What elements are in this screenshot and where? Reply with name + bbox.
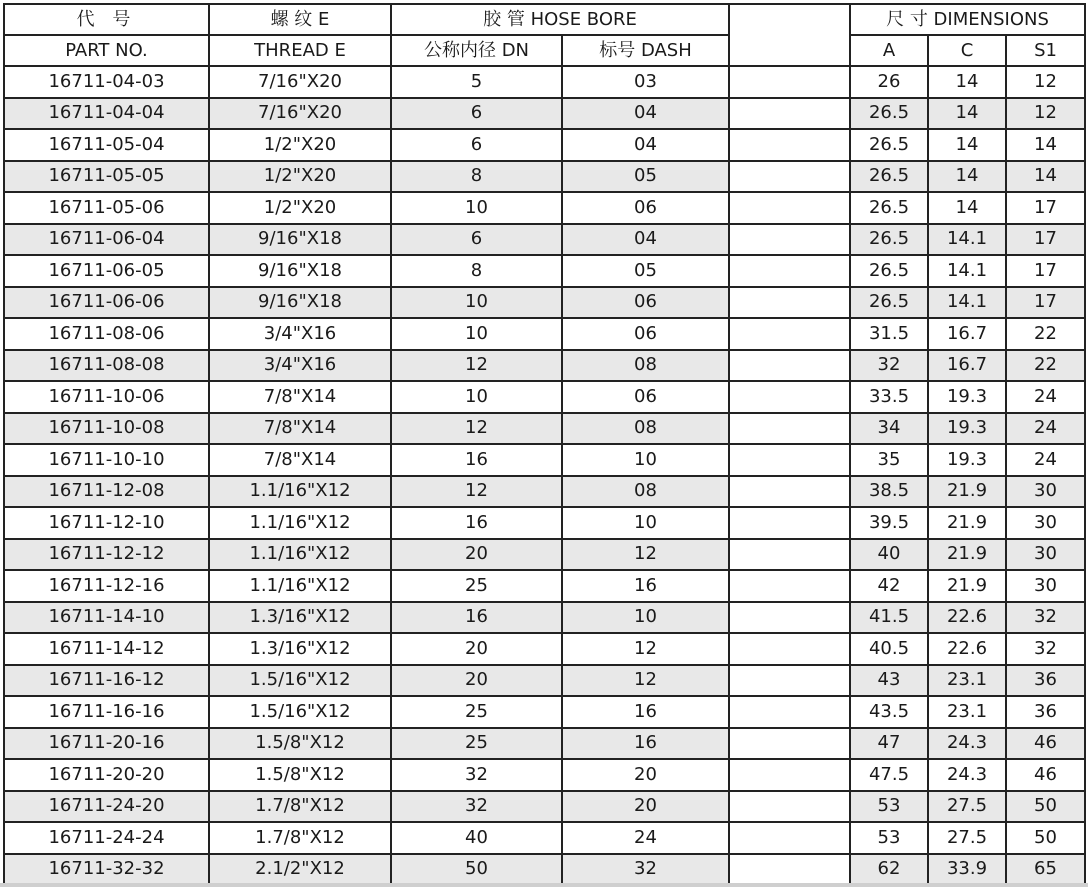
dash-cell: 10 <box>562 507 729 539</box>
thread-cell: 7/16"X20 <box>209 66 391 98</box>
dim-s1-cell: 65 <box>1006 854 1085 886</box>
dn-cell: 20 <box>391 665 562 697</box>
dim-s1-cell: 46 <box>1006 759 1085 791</box>
dn-cell: 10 <box>391 287 562 319</box>
dim-a-cell: 47 <box>850 728 928 760</box>
dash-cell: 24 <box>562 822 729 854</box>
header-row-1 <box>4 4 1085 35</box>
dash-cell: 16 <box>562 696 729 728</box>
dim-c-cell: 21.9 <box>928 507 1006 539</box>
part-no-cell: 16711-20-20 <box>4 759 209 791</box>
dim-c-cell: 14.1 <box>928 224 1006 256</box>
dim-s1-cell: 36 <box>1006 696 1085 728</box>
dn-cell: 8 <box>391 161 562 193</box>
thread-cell: 1.5/16"X12 <box>209 665 391 697</box>
blank-cell <box>729 602 850 634</box>
dim-a-cell: 53 <box>850 791 928 823</box>
table-header <box>4 4 1085 66</box>
dn-cell: 20 <box>391 539 562 571</box>
table-row <box>4 350 1085 382</box>
table-body <box>4 66 1085 885</box>
table-row <box>4 602 1085 634</box>
blank-cell <box>729 476 850 508</box>
dn-cell: 25 <box>391 570 562 602</box>
dash-cell: 10 <box>562 444 729 476</box>
dim-c-cell: 27.5 <box>928 822 1006 854</box>
dash-cell: 06 <box>562 318 729 350</box>
blank-cell <box>729 696 850 728</box>
table-row <box>4 759 1085 791</box>
blank-cell <box>729 759 850 791</box>
part-no-header-en: PART NO. <box>4 35 209 66</box>
thread-cell: 1/2"X20 <box>209 129 391 161</box>
dim-s1-cell: 36 <box>1006 665 1085 697</box>
blank-cell <box>729 539 850 571</box>
dim-s1-cell: 12 <box>1006 66 1085 98</box>
dash-cell: 04 <box>562 98 729 130</box>
thread-cell: 1.5/8"X12 <box>209 728 391 760</box>
dim-a-cell: 26.5 <box>850 98 928 130</box>
dim-a-cell: 26.5 <box>850 255 928 287</box>
dn-cell: 16 <box>391 507 562 539</box>
dim-c-cell: 14 <box>928 129 1006 161</box>
dim-s1-cell: 12 <box>1006 98 1085 130</box>
dim-s1-cell: 14 <box>1006 129 1085 161</box>
dn-cell: 10 <box>391 318 562 350</box>
part-no-cell: 16711-06-06 <box>4 287 209 319</box>
dim-s1-cell: 30 <box>1006 476 1085 508</box>
dash-cell: 16 <box>562 570 729 602</box>
dim-a-cell: 62 <box>850 854 928 886</box>
blank-cell <box>729 161 850 193</box>
hose-bore-group-header: 胶 管 HOSE BORE <box>391 4 729 35</box>
dim-c-cell: 16.7 <box>928 318 1006 350</box>
part-no-header-cn: 代 号 <box>4 4 209 35</box>
table-row <box>4 791 1085 823</box>
dim-c-cell: 14 <box>928 66 1006 98</box>
dn-cell: 16 <box>391 444 562 476</box>
dim-s1-cell: 17 <box>1006 255 1085 287</box>
dim-c-cell: 22.6 <box>928 633 1006 665</box>
blank-cell <box>729 224 850 256</box>
dn-cell: 20 <box>391 633 562 665</box>
table-row <box>4 570 1085 602</box>
table-row <box>4 129 1085 161</box>
dim-a-cell: 53 <box>850 822 928 854</box>
hose-fitting-spec-table <box>3 3 1086 886</box>
thread-cell: 7/8"X14 <box>209 444 391 476</box>
bottom-divider <box>0 883 1088 887</box>
part-no-cell: 16711-12-12 <box>4 539 209 571</box>
thread-cell: 1.5/16"X12 <box>209 696 391 728</box>
dim-a-cell: 26 <box>850 66 928 98</box>
dash-cell: 04 <box>562 224 729 256</box>
thread-header-en: THREAD E <box>209 35 391 66</box>
dim-s1-cell: 24 <box>1006 444 1085 476</box>
part-no-cell: 16711-32-32 <box>4 854 209 886</box>
dim-c-cell: 24.3 <box>928 759 1006 791</box>
dash-cell: 05 <box>562 161 729 193</box>
header-row-2 <box>4 35 1085 66</box>
thread-cell: 7/16"X20 <box>209 98 391 130</box>
dash-cell: 04 <box>562 129 729 161</box>
part-no-cell: 16711-10-06 <box>4 381 209 413</box>
thread-cell: 1.7/8"X12 <box>209 822 391 854</box>
dim-c-cell: 27.5 <box>928 791 1006 823</box>
table-row <box>4 161 1085 193</box>
dash-cell: 12 <box>562 665 729 697</box>
blank-cell <box>729 287 850 319</box>
dim-a-cell: 38.5 <box>850 476 928 508</box>
dim-c-cell: 19.3 <box>928 444 1006 476</box>
thread-cell: 3/4"X16 <box>209 350 391 382</box>
dim-c-cell: 22.6 <box>928 602 1006 634</box>
dim-a-cell: 26.5 <box>850 192 928 224</box>
dim-a-cell: 26.5 <box>850 287 928 319</box>
dn-cell: 16 <box>391 602 562 634</box>
table-row <box>4 728 1085 760</box>
part-no-cell: 16711-06-04 <box>4 224 209 256</box>
part-no-cell: 16711-05-05 <box>4 161 209 193</box>
dim-s1-cell: 30 <box>1006 570 1085 602</box>
part-no-cell: 16711-04-04 <box>4 98 209 130</box>
part-no-cell: 16711-10-10 <box>4 444 209 476</box>
part-no-cell: 16711-05-04 <box>4 129 209 161</box>
thread-cell: 1.3/16"X12 <box>209 633 391 665</box>
dim-a-cell: 39.5 <box>850 507 928 539</box>
blank-cell <box>729 66 850 98</box>
dn-cell: 6 <box>391 98 562 130</box>
table-row <box>4 255 1085 287</box>
dim-c-cell: 14 <box>928 192 1006 224</box>
dn-cell: 6 <box>391 224 562 256</box>
table-row <box>4 66 1085 98</box>
thread-cell: 3/4"X16 <box>209 318 391 350</box>
dn-cell: 40 <box>391 822 562 854</box>
dim-s1-cell: 32 <box>1006 602 1085 634</box>
dim-s1-cell: 50 <box>1006 822 1085 854</box>
dim-c-cell: 19.3 <box>928 381 1006 413</box>
thread-cell: 1/2"X20 <box>209 192 391 224</box>
dn-cell: 50 <box>391 854 562 886</box>
thread-cell: 1.1/16"X12 <box>209 570 391 602</box>
thread-cell: 1.1/16"X12 <box>209 539 391 571</box>
dim-c-cell: 16.7 <box>928 350 1006 382</box>
dim-c-cell: 14.1 <box>928 255 1006 287</box>
dim-c-cell: 14 <box>928 98 1006 130</box>
thread-cell: 1.3/16"X12 <box>209 602 391 634</box>
dim-s1-cell: 30 <box>1006 539 1085 571</box>
dim-c-cell: 21.9 <box>928 539 1006 571</box>
part-no-cell: 16711-24-20 <box>4 791 209 823</box>
table-row <box>4 854 1085 886</box>
dn-cell: 10 <box>391 192 562 224</box>
part-no-cell: 16711-12-16 <box>4 570 209 602</box>
dim-a-cell: 42 <box>850 570 928 602</box>
table-row <box>4 98 1085 130</box>
part-no-cell: 16711-10-08 <box>4 413 209 445</box>
blank-cell <box>729 98 850 130</box>
dim-a-cell: 40 <box>850 539 928 571</box>
dash-cell: 16 <box>562 728 729 760</box>
part-no-cell: 16711-16-12 <box>4 665 209 697</box>
dn-cell: 32 <box>391 759 562 791</box>
table-row <box>4 318 1085 350</box>
dn-cell: 12 <box>391 476 562 508</box>
blank-cell <box>729 570 850 602</box>
blank-cell <box>729 728 850 760</box>
dim-a-cell: 31.5 <box>850 318 928 350</box>
dim-a-cell: 41.5 <box>850 602 928 634</box>
part-no-cell: 16711-20-16 <box>4 728 209 760</box>
part-no-cell: 16711-24-24 <box>4 822 209 854</box>
dim-s1-cell: 14 <box>1006 161 1085 193</box>
blank-cell <box>729 192 850 224</box>
part-no-cell: 16711-08-08 <box>4 350 209 382</box>
dim-s1-cell: 24 <box>1006 413 1085 445</box>
dim-s1-cell: 24 <box>1006 381 1085 413</box>
dim-a-cell: 47.5 <box>850 759 928 791</box>
dash-cell: 06 <box>562 381 729 413</box>
dn-cell: 5 <box>391 66 562 98</box>
thread-cell: 1.1/16"X12 <box>209 476 391 508</box>
dash-cell: 32 <box>562 854 729 886</box>
dash-cell: 05 <box>562 255 729 287</box>
dash-cell: 20 <box>562 759 729 791</box>
dim-s1-cell: 30 <box>1006 507 1085 539</box>
table-row <box>4 381 1085 413</box>
thread-cell: 1.7/8"X12 <box>209 791 391 823</box>
dash-cell: 08 <box>562 413 729 445</box>
dim-a-cell: 33.5 <box>850 381 928 413</box>
table-row <box>4 476 1085 508</box>
blank-cell <box>729 665 850 697</box>
dim-a-cell: 26.5 <box>850 161 928 193</box>
dim-a-cell: 32 <box>850 350 928 382</box>
thread-header-cn: 螺 纹 E <box>209 4 391 35</box>
part-no-cell: 16711-08-06 <box>4 318 209 350</box>
dim-a-cell: 43.5 <box>850 696 928 728</box>
table-row <box>4 822 1085 854</box>
dim-a-header: A <box>850 35 928 66</box>
dim-a-cell: 26.5 <box>850 129 928 161</box>
dim-s1-cell: 32 <box>1006 633 1085 665</box>
dim-c-header: C <box>928 35 1006 66</box>
thread-cell: 1/2"X20 <box>209 161 391 193</box>
table-row <box>4 507 1085 539</box>
table-row <box>4 224 1085 256</box>
thread-cell: 1.5/8"X12 <box>209 759 391 791</box>
dim-s1-cell: 50 <box>1006 791 1085 823</box>
dash-cell: 08 <box>562 350 729 382</box>
dn-cell: 32 <box>391 791 562 823</box>
blank-cell <box>729 413 850 445</box>
table-row <box>4 444 1085 476</box>
thread-cell: 9/16"X18 <box>209 287 391 319</box>
blank-cell <box>729 507 850 539</box>
blank-cell <box>729 318 850 350</box>
thread-cell: 9/16"X18 <box>209 255 391 287</box>
dim-c-cell: 14 <box>928 161 1006 193</box>
blank-cell <box>729 854 850 886</box>
part-no-cell: 16711-16-16 <box>4 696 209 728</box>
dn-cell: 10 <box>391 381 562 413</box>
dim-a-cell: 35 <box>850 444 928 476</box>
table-row <box>4 287 1085 319</box>
dn-cell: 12 <box>391 413 562 445</box>
dim-a-cell: 34 <box>850 413 928 445</box>
blank-cell <box>729 381 850 413</box>
part-no-cell: 16711-12-10 <box>4 507 209 539</box>
part-no-cell: 16711-06-05 <box>4 255 209 287</box>
dim-c-cell: 24.3 <box>928 728 1006 760</box>
dash-cell: 12 <box>562 539 729 571</box>
dim-a-cell: 40.5 <box>850 633 928 665</box>
dim-s1-cell: 17 <box>1006 192 1085 224</box>
table-row <box>4 413 1085 445</box>
dim-s1-cell: 17 <box>1006 287 1085 319</box>
thread-cell: 7/8"X14 <box>209 413 391 445</box>
dim-s1-cell: 46 <box>1006 728 1085 760</box>
dash-cell: 06 <box>562 287 729 319</box>
dim-a-cell: 26.5 <box>850 224 928 256</box>
dash-cell: 20 <box>562 791 729 823</box>
dim-s1-cell: 17 <box>1006 224 1085 256</box>
dim-c-cell: 19.3 <box>928 413 1006 445</box>
dimensions-group-header: 尺 寸 DIMENSIONS <box>850 4 1085 35</box>
table-row <box>4 539 1085 571</box>
dim-a-cell: 43 <box>850 665 928 697</box>
blank-cell <box>729 129 850 161</box>
dim-c-cell: 23.1 <box>928 696 1006 728</box>
part-no-cell: 16711-14-10 <box>4 602 209 634</box>
dn-cell: 25 <box>391 728 562 760</box>
part-no-cell: 16711-12-08 <box>4 476 209 508</box>
dim-c-cell: 21.9 <box>928 570 1006 602</box>
dn-cell: 6 <box>391 129 562 161</box>
thread-cell: 2.1/2"X12 <box>209 854 391 886</box>
dn-header: 公称内径 DN <box>391 35 562 66</box>
dn-cell: 12 <box>391 350 562 382</box>
thread-cell: 1.1/16"X12 <box>209 507 391 539</box>
dim-c-cell: 33.9 <box>928 854 1006 886</box>
part-no-cell: 16711-05-06 <box>4 192 209 224</box>
dash-cell: 10 <box>562 602 729 634</box>
blank-cell <box>729 444 850 476</box>
dim-c-cell: 21.9 <box>928 476 1006 508</box>
table-row <box>4 696 1085 728</box>
table-row <box>4 633 1085 665</box>
dim-c-cell: 23.1 <box>928 665 1006 697</box>
dim-s1-header: S1 <box>1006 35 1085 66</box>
dash-cell: 03 <box>562 66 729 98</box>
table-row <box>4 192 1085 224</box>
dim-s1-cell: 22 <box>1006 318 1085 350</box>
dim-c-cell: 14.1 <box>928 287 1006 319</box>
part-no-cell: 16711-04-03 <box>4 66 209 98</box>
blank-cell <box>729 822 850 854</box>
blank-cell <box>729 633 850 665</box>
dn-cell: 25 <box>391 696 562 728</box>
blank-header-cell <box>729 4 850 66</box>
dn-cell: 8 <box>391 255 562 287</box>
blank-cell <box>729 255 850 287</box>
blank-cell <box>729 791 850 823</box>
dim-s1-cell: 22 <box>1006 350 1085 382</box>
part-no-cell: 16711-14-12 <box>4 633 209 665</box>
dash-header: 标号 DASH <box>562 35 729 66</box>
dash-cell: 08 <box>562 476 729 508</box>
dash-cell: 06 <box>562 192 729 224</box>
thread-cell: 7/8"X14 <box>209 381 391 413</box>
table-row <box>4 665 1085 697</box>
blank-cell <box>729 350 850 382</box>
dash-cell: 12 <box>562 633 729 665</box>
thread-cell: 9/16"X18 <box>209 224 391 256</box>
